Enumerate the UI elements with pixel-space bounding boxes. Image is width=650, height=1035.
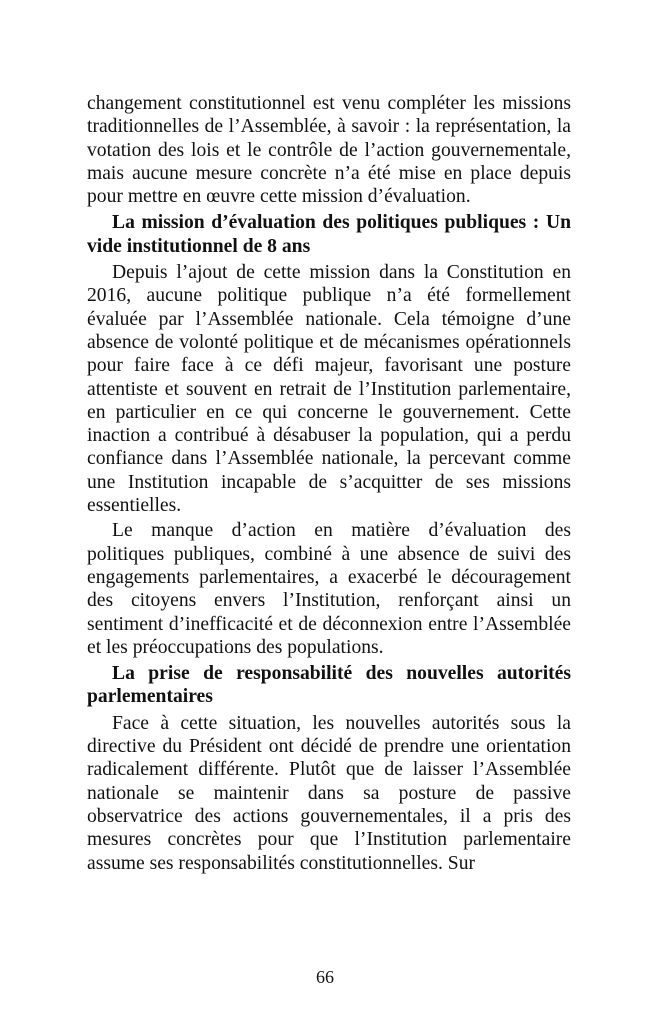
section-heading-evaluation: La mission d’évaluation des politiques publiques : Un vide institutionnel de 8 ans	[87, 212, 571, 257]
page-number: 66	[316, 967, 334, 987]
paragraph-since-2016: Depuis l’ajout de cette mission dans la Constitution en 2016, aucune politique publique n’a été formellement évaluée par l’Assemblée nationale. Cela témoigne d’une absence de volonté politique et de mécanismes opérationnels pour faire face à ce défi majeur, favorisant une posture attentiste et souvent en retrait de l’Institution parlementaire, en particulier en ce qui concerne le gouvernement. Cette inaction a contribué à désabuser la population, qui a perdu confiance dans l’Assemblée nationale, la percevant comme une Institution incapable de s’acquitter de ses missions essentielles.	[87, 262, 571, 517]
section-heading-responsibility: La prise de responsabilité des nouvelles autorités parlementaires	[87, 663, 571, 708]
paragraph-new-authorities: Face à cette situation, les nouvelles autorités sous la directive du Président ont décidé de prendre une orientation radicalement différente. Plutôt que de laisser l’Assemblée nationale se maintenir dans sa posture de passive observatrice des actions gouvernementales, il a pris des mesures concrètes pour que l’Institution parlementaire assume ses responsabilités constitutionnelles. Sur	[87, 712, 571, 874]
paragraph-lack-of-action: Le manque d’action en matière d’évaluation des politiques publiques, combiné à une absence de suivi des engagements parlementaires, a exacerbé le découragement des citoyens envers l’Institution, renforçant ainsi un sentiment d’inefficacité et de déconnexion entre l’Assemblée et les préoccupations des populations.	[87, 520, 571, 658]
paragraph-continuation: changement constitutionnel est venu compléter les missions traditionnelles de l’Assemblée, à savoir : la représentation, la votation des lois et le contrôle de l’action gouvernementale, mais aucune mesure concrète n’a été mise en place depuis pour mettre en œuvre cette mission d’évaluation.	[87, 93, 571, 208]
page-body	[87, 92, 571, 875]
